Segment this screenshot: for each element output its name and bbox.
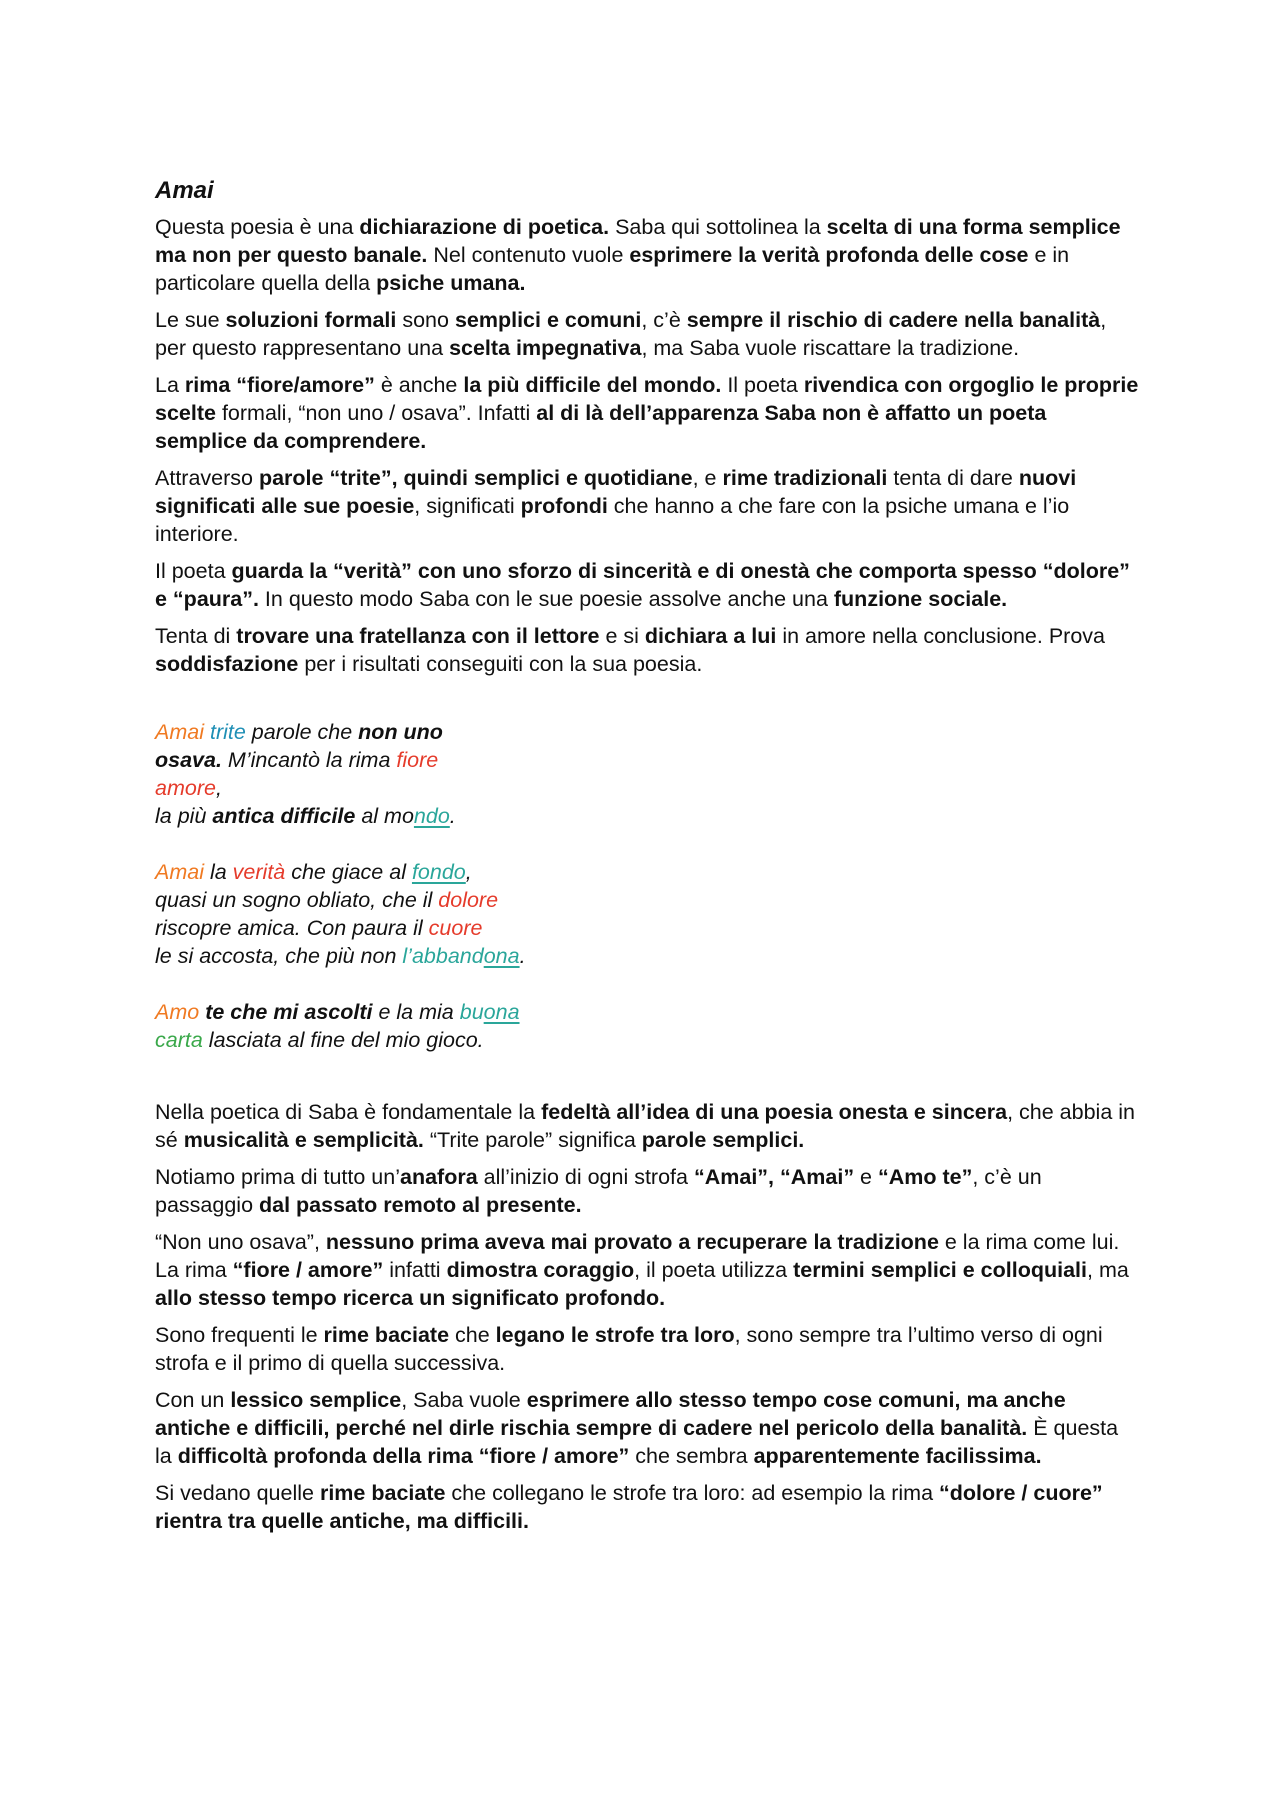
text-run: Amai	[155, 720, 204, 744]
text-run: carta	[155, 1028, 203, 1052]
text-run: che	[449, 1323, 496, 1347]
text-run: l’abband	[402, 944, 484, 968]
poem-stanza	[155, 718, 1140, 830]
text-run: ,	[215, 776, 222, 800]
poem-stanza	[155, 998, 1140, 1054]
bold-phrase: esprimere allo stesso tempo cose comuni, ma anche antiche e difficili, perché nel dirle rischia sempre di cadere nel pericolo della banalità.	[155, 1388, 1066, 1440]
text-run: Sono frequenti le	[155, 1323, 324, 1347]
intro-paragraph	[155, 213, 1140, 297]
bold-phrase: funzione sociale.	[833, 587, 1008, 611]
text-run: Notiamo prima di tutto un’	[155, 1165, 400, 1189]
bold-phrase: profondi	[520, 494, 608, 518]
text-run: mo	[384, 804, 414, 828]
text-run: e si	[599, 624, 645, 648]
poem-line	[155, 802, 1140, 830]
text-run: , sono sempre tra l’ultimo verso di ogni strofa e il primo di quella successiva.	[155, 1323, 1103, 1375]
poem-line	[155, 746, 1140, 774]
text-run: formali, “non uno / osava”. Infatti	[215, 401, 537, 425]
poem-title: Amai	[155, 177, 214, 204]
bold-phrase: nuovi significati alle sue poesie	[155, 466, 1077, 518]
bold-phrase: dichiarazione di poetica.	[359, 215, 610, 239]
bold-phrase: “dolore / cuore” rientra tra quelle antiche, ma difficili.	[155, 1481, 1103, 1533]
bold-phrase: soluzioni formali	[225, 308, 397, 332]
text-run: Attraverso	[155, 466, 259, 490]
text-run: ona	[483, 1000, 520, 1024]
text-run: , per questo rappresentano una	[155, 308, 1107, 360]
text-run: per i risultati conseguiti con la sua poesia.	[298, 652, 703, 676]
text-run: parole che	[245, 720, 359, 744]
bold-phrase: nessuno prima aveva mai provato a recuperare la tradizione	[325, 1230, 939, 1254]
analysis-paragraph	[155, 1098, 1140, 1154]
poem-line	[155, 1026, 1140, 1054]
poem-stanza	[155, 858, 1140, 970]
text-run: “Non uno osava”,	[155, 1230, 326, 1254]
intro-paragraph	[155, 306, 1140, 362]
text-run: , e	[692, 466, 723, 490]
text-run: Con un	[155, 1388, 231, 1412]
text-run: e in particolare quella della	[155, 243, 1070, 295]
bold-phrase: esprimere la verità profonda delle cose	[629, 243, 1029, 267]
text-run: tenta di dare	[887, 466, 1019, 490]
bold-phrase: trovare una fratellanza con il lettore	[236, 624, 600, 648]
text-run: le si accosta, che più non	[155, 944, 403, 968]
bold-phrase: apparentemente facilissima.	[753, 1444, 1042, 1468]
text-run: che sembra	[629, 1444, 754, 1468]
text-run: Amo	[155, 1000, 200, 1024]
bold-phrase: scelta di una forma semplice ma non per questo banale.	[155, 215, 1121, 267]
poem-line	[155, 718, 1140, 746]
intro-section	[155, 213, 1140, 678]
bold-phrase: difficoltà profonda della rima “fiore / amore”	[177, 1444, 630, 1468]
text-run: la	[203, 860, 233, 884]
analysis-paragraph	[155, 1321, 1140, 1377]
text-run: Nel contenuto vuole	[427, 243, 630, 267]
bold-phrase: “Amo te”	[877, 1165, 973, 1189]
text-run: È questa la	[155, 1416, 1119, 1468]
document-page	[155, 176, 1140, 1544]
intro-paragraph	[155, 371, 1140, 455]
bold-phrase: musicalità e semplicità.	[183, 1128, 424, 1152]
analysis-paragraph	[155, 1163, 1140, 1219]
bold-phrase: rime tradizionali	[722, 466, 888, 490]
text-run: “Trite parole” significa	[423, 1128, 642, 1152]
text-run: in amore nella conclusione. Prova	[776, 624, 1105, 648]
bold-phrase: sempre il rischio di cadere nella banalità	[686, 308, 1101, 332]
intro-paragraph	[155, 557, 1140, 613]
poem-line	[155, 914, 1140, 942]
text-run: Il poeta	[721, 373, 804, 397]
text-run: Le sue	[155, 308, 226, 332]
text-run: è anche	[374, 373, 464, 397]
text-run: Amai	[155, 860, 204, 884]
intro-paragraph	[155, 464, 1140, 548]
text-run: , c’è	[641, 308, 687, 332]
text-run: fiore	[396, 748, 439, 772]
text-run: lasciata al fine del mio gioco.	[202, 1028, 484, 1052]
text-run: ndo	[413, 804, 450, 828]
text-run: In questo modo Saba con le sue poesie assolve anche una	[258, 587, 834, 611]
bold-phrase: termini semplici e colloquiali	[793, 1258, 1087, 1282]
bold-phrase: parole semplici.	[641, 1128, 805, 1152]
bold-phrase: osava.	[155, 748, 222, 772]
bold-phrase: allo stesso tempo ricerca un significato profondo.	[155, 1286, 666, 1310]
text-run: amore	[155, 776, 216, 800]
poem-text	[155, 718, 1140, 1054]
text-run: , Saba vuole	[401, 1388, 527, 1412]
text-run: sono	[396, 308, 455, 332]
text-run: e	[854, 1165, 878, 1189]
bold-phrase: dal passato remoto al presente.	[259, 1193, 582, 1217]
text-run: , significati	[414, 494, 521, 518]
analysis-paragraph	[155, 1479, 1140, 1535]
bold-phrase: al di là dell’apparenza Saba non è affatto un poeta semplice da comprendere.	[155, 401, 1047, 453]
poem-line	[155, 886, 1140, 914]
text-run: , il poeta utilizza	[634, 1258, 794, 1282]
bold-phrase: dimostra coraggio	[446, 1258, 635, 1282]
bold-phrase: rime baciate	[319, 1481, 446, 1505]
text-run: che giace al	[285, 860, 412, 884]
bold-phrase: la più difficile del mondo.	[463, 373, 722, 397]
bold-phrase: rivendica con orgoglio le proprie scelte	[155, 373, 1139, 425]
intro-paragraph	[155, 622, 1140, 678]
poem-line	[155, 774, 1140, 802]
text-run: Tenta di	[155, 624, 237, 648]
poem-line	[155, 998, 1140, 1026]
text-run: cuore	[428, 916, 483, 940]
text-run: Questa poesia è una	[155, 215, 360, 239]
text-run: M’incantò la rima	[221, 748, 397, 772]
bold-phrase: guarda la “verità” con uno sforzo di sincerità e di onestà che comporta spesso “dolore” e “paura”.	[155, 559, 1130, 611]
text-run: Saba qui sottolinea la	[609, 215, 827, 239]
text-run: ,	[465, 860, 472, 884]
bold-phrase: semplici e comuni	[454, 308, 642, 332]
text-run: , c’è un passaggio	[155, 1165, 1042, 1217]
bold-phrase: rima “fiore/amore”	[184, 373, 375, 397]
analysis-section	[155, 1098, 1140, 1535]
bold-phrase: rime baciate	[323, 1323, 450, 1347]
bold-phrase: lessico semplice	[230, 1388, 402, 1412]
bold-phrase: legano le strofe tra loro	[495, 1323, 735, 1347]
text-run: al	[355, 804, 385, 828]
text-run: dolore	[438, 888, 499, 912]
text-run: , che abbia in sé	[155, 1100, 1135, 1152]
text-run: e la mia	[372, 1000, 460, 1024]
bold-phrase: soddisfazione	[155, 652, 299, 676]
bold-phrase: antica difficile	[212, 804, 356, 828]
bold-phrase: scelta impegnativa	[449, 336, 642, 360]
text-run: verità	[232, 860, 286, 884]
analysis-paragraph	[155, 1386, 1140, 1470]
text-run: fondo	[411, 860, 466, 884]
bold-phrase: “fiore / amore”	[232, 1258, 384, 1282]
text-run: .	[449, 804, 456, 828]
text-run: Il poeta	[155, 559, 232, 583]
text-run: Si vedano quelle	[155, 1481, 320, 1505]
bold-phrase: dichiara a lui	[644, 624, 777, 648]
text-run: , ma Saba vuole riscattare la tradizione.	[641, 336, 1020, 360]
bold-phrase: te che mi ascolti	[205, 1000, 373, 1024]
text-run: che collegano le strofe tra loro: ad esempio la rima	[445, 1481, 940, 1505]
text-run: che hanno a che fare con la psiche umana e l’io interiore.	[155, 494, 1070, 546]
bold-phrase: parole “trite”, quindi semplici e quotidiane	[258, 466, 693, 490]
bold-phrase: psiche umana.	[376, 271, 526, 295]
bold-phrase: anafora	[399, 1165, 478, 1189]
text-run: bu	[459, 1000, 484, 1024]
bold-phrase: “Amai”, “Amai”	[693, 1165, 855, 1189]
text-run: Nella poetica di Saba è fondamentale la	[155, 1100, 542, 1124]
poem-line	[155, 858, 1140, 886]
bold-phrase: fedeltà all’idea di una poesia onesta e sincera	[541, 1100, 1008, 1124]
text-run: riscopre amica. Con paura il	[155, 916, 429, 940]
text-run: e la rima come lui. La rima	[155, 1230, 1120, 1282]
text-run: .	[519, 944, 526, 968]
analysis-paragraph	[155, 1228, 1140, 1312]
text-run: ona	[483, 944, 520, 968]
text-run: quasi un sogno obliato, che il	[155, 888, 439, 912]
text-run: , ma	[1087, 1258, 1129, 1282]
text-run: trite	[209, 720, 246, 744]
text-run: infatti	[383, 1258, 447, 1282]
bold-phrase: non uno	[358, 720, 443, 744]
text-run: la più	[155, 804, 213, 828]
text-run: La	[155, 373, 185, 397]
text-run: all’inizio di ogni strofa	[477, 1165, 694, 1189]
poem-line	[155, 942, 1140, 970]
